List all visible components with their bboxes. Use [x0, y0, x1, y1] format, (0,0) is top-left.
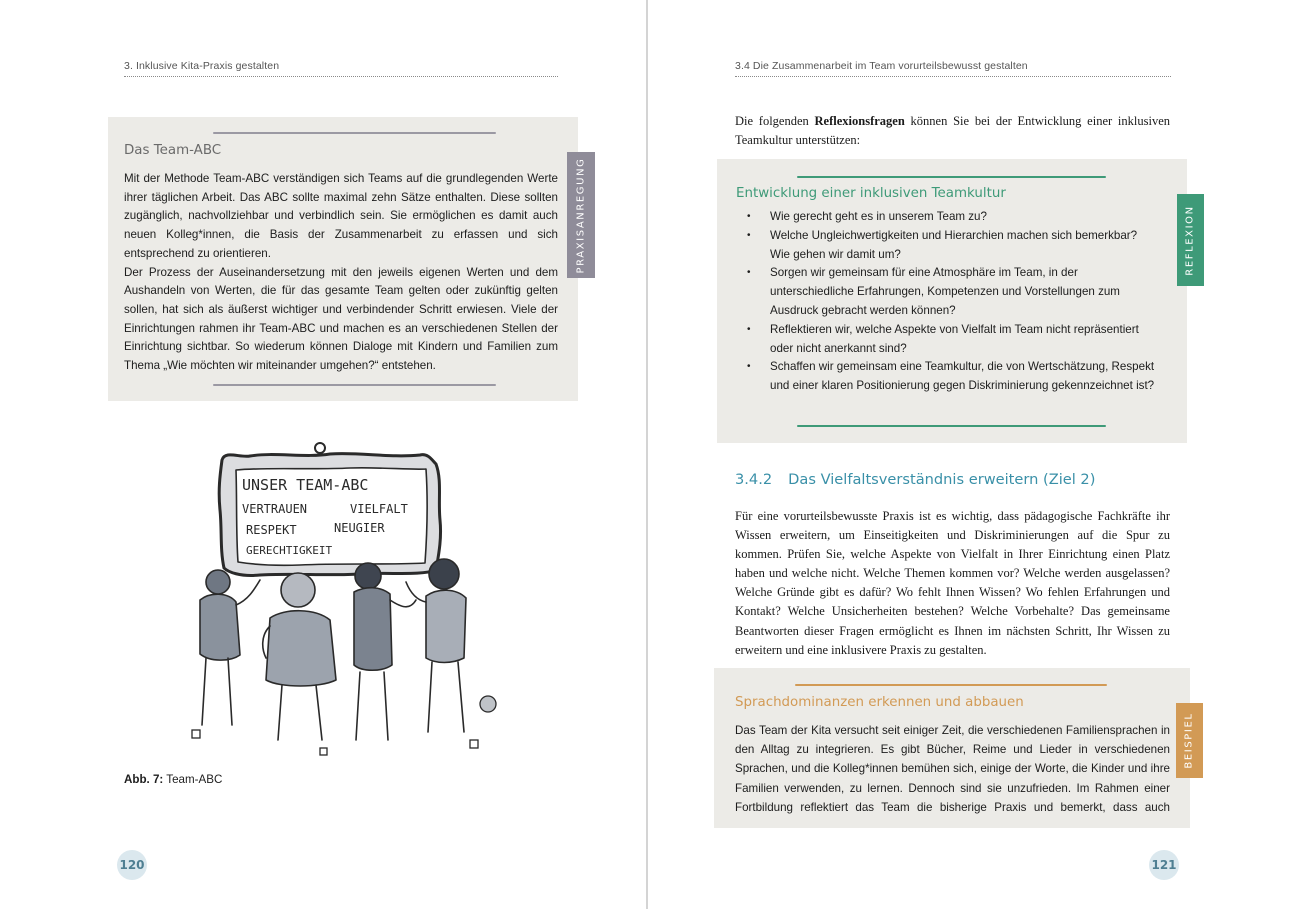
running-head-right: 3.4 Die Zusammenarbeit im Team vorurteilsbewusst gestalten — [735, 60, 1028, 72]
reflexion-box-title: Entwicklung einer inklusiven Teamkultur — [736, 186, 1006, 201]
header-rule-right — [735, 76, 1171, 77]
reflexion-tag-label: REFLEXION — [1185, 204, 1196, 276]
board-line-neugier: NEUGIER — [334, 521, 385, 535]
list-item: • Welche Ungleichwertigkeiten und Hierarchien machen sich bemerkbar? Wie gehen wir damit um? — [736, 227, 1160, 265]
intro-bold: Reflexionsfragen — [814, 114, 905, 128]
list-item: • Reflektieren wir, welche Aspekte von Vielfalt im Team nicht repräsentiert oder nicht anerkannt sind? — [736, 321, 1160, 359]
book-spine — [646, 0, 648, 909]
board-line-vertrauen: VERTRAUEN — [242, 502, 308, 516]
reflexion-box-bottom-line — [797, 425, 1106, 427]
list-item: • Sorgen wir gemeinsam für eine Atmosphäre im Team, in der unterschiedliche Erfahrungen, Kompetenzen und Vorstellungen zum Ausdruck gebracht werden können? — [736, 264, 1160, 320]
list-item: • Wie gerecht geht es in unserem Team zu? — [736, 208, 1160, 227]
list-item: • Schaffen wir gemeinsam eine Teamkultur, die von Wertschätzung, Respekt und einer klaren Positionierung gegen Diskriminierung gekennzeichnet ist? — [736, 358, 1160, 396]
body-text: Für eine vorurteilsbewusste Praxis ist es wichtig, dass pädagogische Fachkräfte ihr Wissen erweitern, um Einseitigkeiten und Diskriminierungen auf die Spur zu kommen. Prüfen Sie, welche Aspekte von Vielfalt in Ihrer Einrichtung einen Platz haben und welche nicht. Welche Themen kommen vor? Welche werden ausgelassen? Welche Gründe gibt es dafür? Wo fehlt Ihnen Wissen? Wo fehlen Erfahrungen und Kontakt? Welche Unsicherheiten bestehen? Welche Vorbehalte? Das gemeinsame Beantworten dieser Fragen ermöglicht es Ihnen im nächsten Schritt, Ihr Wissen zu erweitern und eine inklusivere Praxis zu gestalten. — [735, 509, 1170, 657]
intro-paragraph — [735, 112, 1170, 150]
body-paragraph — [735, 507, 1170, 660]
beispiel-box-title: Sprachdominanzen erkennen und abbauen — [735, 695, 1024, 710]
reflexion-list — [736, 208, 1160, 396]
praxis-box-bottom-line — [213, 384, 496, 386]
board-line-respekt: RESPEKT — [246, 523, 297, 537]
running-head-left: 3. Inklusive Kita-Praxis gestalten — [124, 60, 280, 72]
section-title: Das Vielfaltsverständnis erweitern (Ziel 2) — [788, 471, 1096, 488]
beispiel-tag — [1176, 703, 1203, 778]
beispiel-paragraph: Das Team der Kita versucht seit einiger Zeit, die verschiedenen Familiensprachen in den Alltag zu integrieren. Es gibt Bücher, Reime und Lieder in verschiedenen Sprachen, und die Kolleg*innen bemühen sich, einige der Worte, die Kinder und ihre Familien verwenden, zu lernen. Dennoch sind sie unzufrieden. Im Rahmen einer Fortbildung reflektiert das Team die bisherige Praxis und bemerkt, dass auch — [735, 724, 1170, 814]
page-number-left: 120 — [117, 850, 147, 880]
beispiel-box-top-line — [795, 684, 1107, 686]
board-line-title: UNSER TEAM-ABC — [242, 476, 369, 494]
reflexion-tag — [1177, 194, 1204, 286]
praxis-paragraph: Mit der Methode Team-ABC verständigen sich Teams auf die grundlegenden Werte ihrer täglichen Arbeit. Das ABC sollte maximal zehn Sätze enthalten. Diese sollten zugänglich, nachvollziehbar und verbindlich sein. Sie ermöglichen es damit auch neuen Kolleg*innen, die Basis der Zusammenarbeit zu erfassen und sich entsprechend zu orientieren. — [124, 172, 558, 260]
beispiel-box-text — [735, 721, 1170, 817]
beispiel-tag-label: BEISPIEL — [1184, 712, 1195, 769]
page-number-right: 121 — [1149, 850, 1179, 880]
praxis-tag-label: PRAXISANREGUNG — [575, 156, 587, 274]
intro-before: Die folgenden — [735, 114, 815, 128]
section-heading — [735, 471, 1095, 488]
team-abc-illustration — [170, 440, 510, 765]
praxis-box-text — [124, 170, 558, 376]
section-number: 3.4.2 — [735, 471, 773, 488]
header-rule-left — [124, 76, 558, 77]
caption-label: Abb. 7: — [124, 773, 164, 786]
figure-caption — [124, 773, 222, 786]
praxis-tag — [567, 152, 595, 278]
caption-text: Team-ABC — [163, 773, 223, 786]
reflexion-box-top-line — [797, 176, 1106, 178]
praxis-box-title: Das Team-ABC — [124, 143, 222, 158]
intro-after: können Sie bei der Entwicklung einer inklusiven Teamkultur unterstützen: — [735, 114, 1170, 148]
praxis-box-top-line — [213, 132, 496, 134]
board-line-vielfalt: VIELFALT — [350, 502, 408, 516]
praxis-paragraph: Der Prozess der Auseinandersetzung mit den jeweils eigenen Werten und dem Aushandeln von Werten, die für das gesamte Team gelten oder zukünftig gelten sollen, hat sich als äußerst wichtiger und verbindender Schritt erwiesen. Viele der Einrichtungen rahmen ihr Team-ABC und machen es an verschiedenen Stellen der Einrichtung sichtbar. So wiederum können Dialoge mit Kindern und Familien zum Thema „Wie möchten wir miteinander umgehen?“ entstehen. — [124, 265, 558, 373]
board-line-gerechtigkeit: GERECHTIGKEIT — [246, 544, 333, 557]
